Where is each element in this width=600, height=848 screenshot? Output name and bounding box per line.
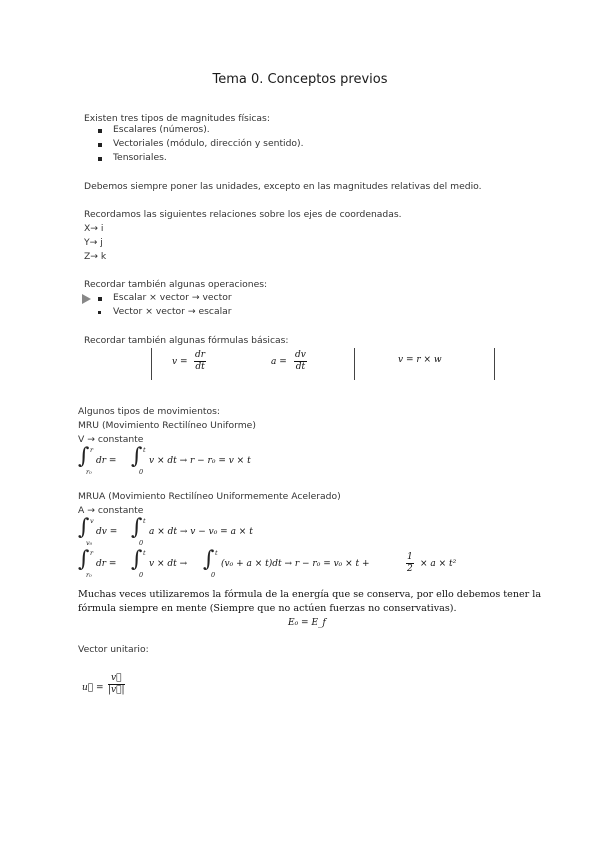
- integral-upper-limit: t: [143, 549, 146, 557]
- integral-lower-limit: v₀: [86, 539, 93, 547]
- magnitude-item: Escalares (números).: [113, 124, 210, 135]
- unit-vector-lhs: u⃗ =: [82, 683, 104, 693]
- formula-accel-num: dv: [295, 350, 306, 360]
- mrua-eq1-part: a × dt → v − v₀ = a × t: [149, 527, 253, 537]
- axis-line: X→ i: [84, 223, 104, 234]
- formula-velocity-den: dt: [195, 362, 205, 372]
- formula-velocity-num: dr: [195, 350, 206, 360]
- integral-upper-limit: r: [90, 549, 94, 557]
- bullet-icon: [98, 129, 102, 133]
- operations-intro: Recordar también algunas operaciones:: [84, 279, 268, 290]
- movements-intro: Algunos tipos de movimientos:: [78, 406, 221, 417]
- mru-eq-part: dr =: [96, 456, 117, 466]
- bullet-icon: [98, 297, 102, 301]
- unit-vector-fraction: [108, 673, 125, 696]
- formula-accel-den: dt: [295, 362, 306, 372]
- integral-lower-limit: r₀: [86, 468, 92, 476]
- formula-velocity-lhs: v =: [172, 357, 188, 367]
- mru-eq-part: v × dt → r − r₀ = v × t: [149, 456, 251, 466]
- integral-lower-limit: 0: [139, 539, 144, 547]
- mrua-eq2-part: (v₀ + a × t)dt → r − r₀ = v₀ × t +: [221, 559, 370, 569]
- integral-icon: ∫: [131, 515, 143, 540]
- mrua-eq1-part: dv =: [96, 527, 118, 537]
- bullet-icon: [98, 157, 102, 161]
- bullet-icon: [98, 311, 101, 314]
- mrua-condition: A → constante: [78, 505, 144, 516]
- energy-text: Muchas veces utilizaremos la fórmula de la energía que se conserva, por ello debemos tener la: [78, 589, 542, 600]
- integral-lower-limit: 0: [139, 468, 144, 476]
- integral-upper-limit: t: [143, 517, 146, 525]
- half-fraction: [406, 552, 414, 575]
- formula-accel-fraction: [294, 350, 307, 373]
- integral-lower-limit: 0: [139, 571, 144, 579]
- integral-lower-limit: 0: [211, 571, 216, 579]
- integral-upper-limit: t: [215, 549, 218, 557]
- mru-title: MRU (Movimiento Rectilíneo Uniforme): [78, 420, 256, 431]
- table-divider: [494, 348, 495, 380]
- operation-item: Escalar × vector → vector: [113, 292, 232, 303]
- integral-icon: ∫: [131, 444, 143, 469]
- integral-icon: ∫: [78, 547, 90, 572]
- mrua-title: MRUA (Movimiento Rectilíneo Uniformemente Acelerado): [78, 491, 341, 502]
- bullet-icon: [98, 143, 102, 147]
- formula-accel-lhs: a =: [271, 357, 287, 367]
- formulas-intro: Recordar también algunas fórmulas básicas:: [84, 335, 289, 346]
- integral-icon: ∫: [203, 547, 215, 572]
- axis-line: Z→ k: [84, 251, 107, 262]
- magnitude-item: Tensoriales.: [113, 152, 167, 163]
- energy-text: fórmula siempre en mente (Siempre que no actúen fuerzas no conservativas).: [78, 603, 457, 614]
- magnitude-item: Vectoriales (módulo, dirección y sentido).: [113, 138, 304, 149]
- operation-item: Vector × vector → escalar: [113, 306, 232, 317]
- energy-equation: E₀ = E_f: [288, 618, 326, 628]
- axis-line: Y→ j: [84, 237, 103, 248]
- formula-angular: v = r × w: [398, 355, 442, 365]
- integral-icon: ∫: [131, 547, 143, 572]
- page-title: Tema 0. Conceptos previos: [212, 72, 388, 87]
- mru-condition: V → constante: [78, 434, 144, 445]
- formula-velocity-fraction: [194, 350, 206, 373]
- half-num: 1: [407, 552, 413, 562]
- integral-upper-limit: r: [90, 446, 94, 454]
- arrow-marker-icon: [82, 294, 91, 304]
- mrua-eq2-tail: × a × t²: [420, 559, 457, 569]
- integral-icon: ∫: [78, 444, 90, 469]
- half-den: 2: [407, 564, 413, 574]
- table-divider: [151, 348, 152, 380]
- unit-vector-den: |v⃗|: [108, 685, 125, 695]
- integral-lower-limit: r₀: [86, 571, 92, 579]
- axes-intro: Recordamos las siguientes relaciones sobre los ejes de coordenadas.: [84, 209, 402, 220]
- unit-vector-num: v⃗: [108, 673, 125, 685]
- table-divider: [354, 348, 355, 380]
- integral-upper-limit: v: [90, 517, 94, 525]
- unit-vector-intro: Vector unitario:: [78, 644, 149, 655]
- units-note: Debemos siempre poner las unidades, excepto en las magnitudes relativas del medio.: [84, 181, 482, 192]
- mrua-eq2-part: v × dt →: [149, 559, 188, 569]
- integral-icon: ∫: [78, 515, 90, 540]
- magnitudes-intro: Existen tres tipos de magnitudes físicas:: [84, 113, 270, 124]
- mrua-eq2-part: dr =: [96, 559, 117, 569]
- integral-upper-limit: t: [143, 446, 146, 454]
